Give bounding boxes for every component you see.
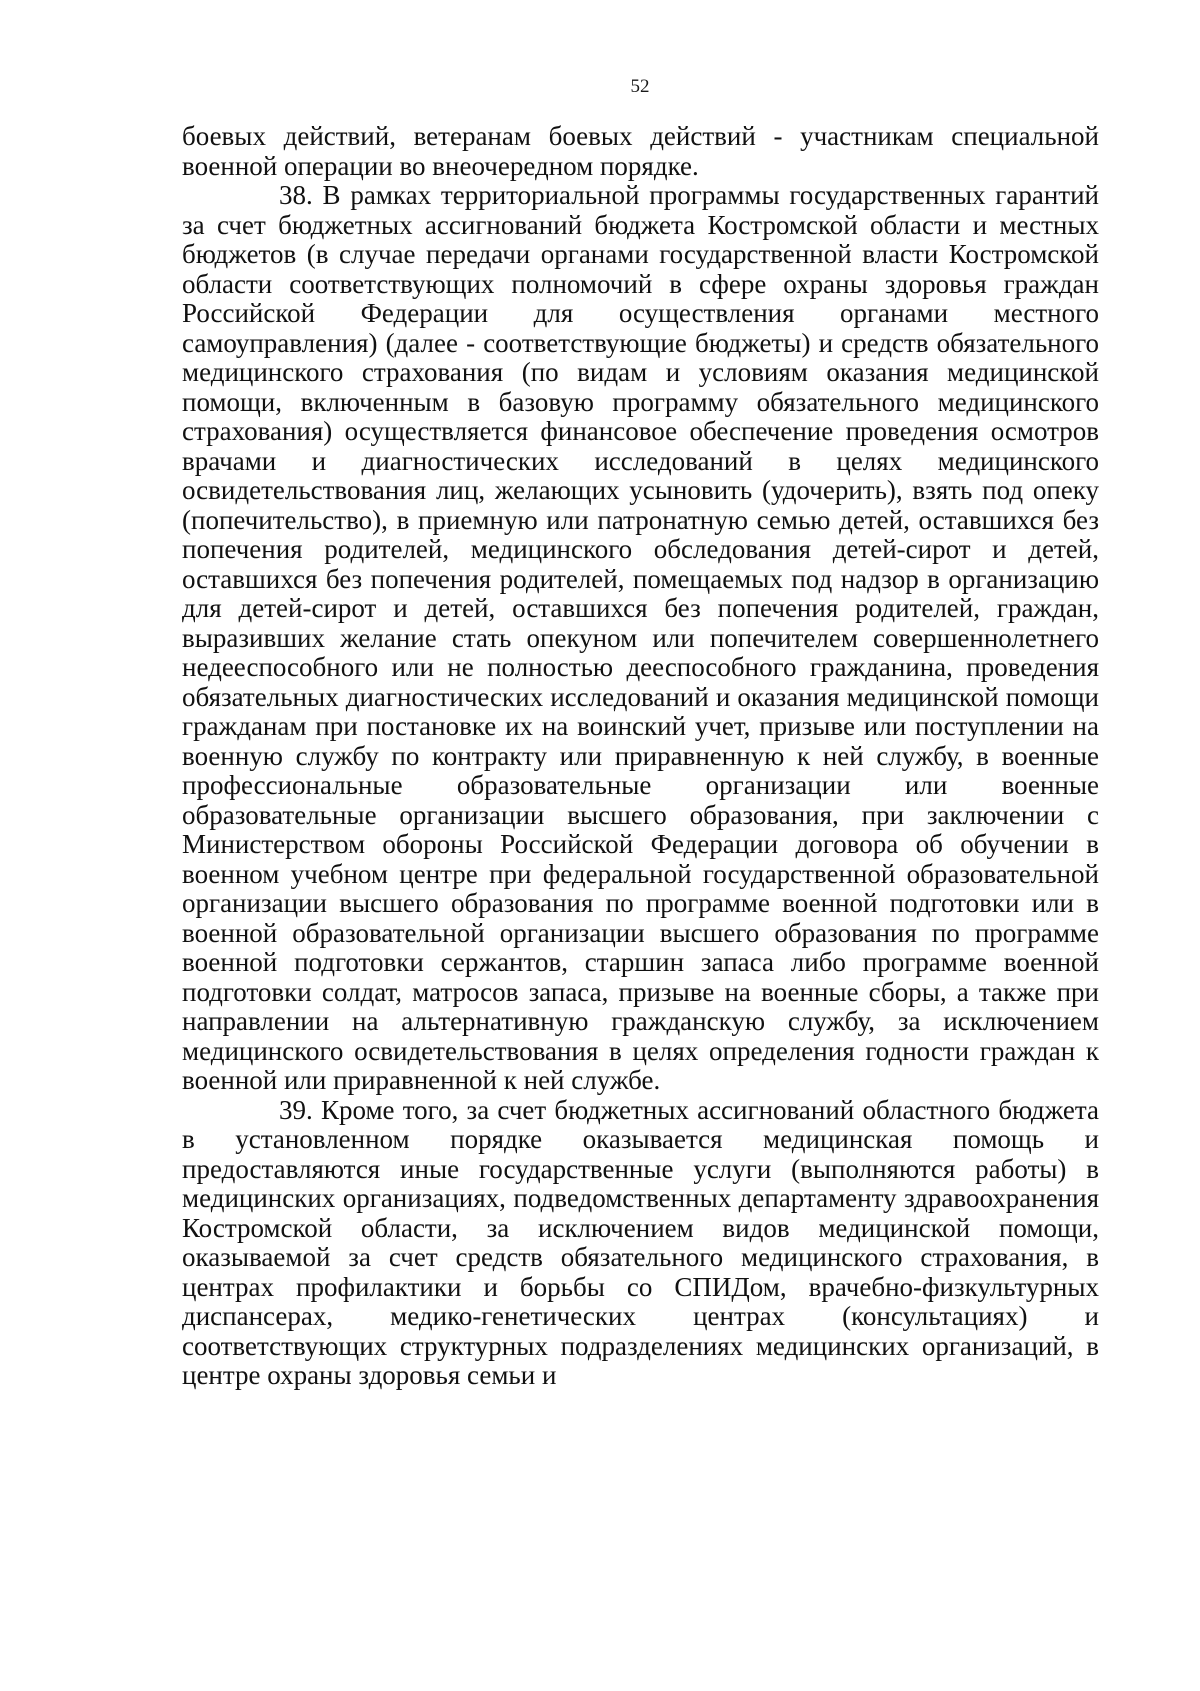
paragraph-item-38: 38. В рамках территориальной программы государственных гарантий за счет бюджетных ассигнований бюджета Костромской области и местных бюджетов (в случае передачи органами государственной власти Костромской области соответствующих полномочий в сфере охраны здоровья граждан Российской Федерации для осуществления органами местного самоуправления) (далее - соответствующие бюджеты) и средств обязательного медицинского страхования (по видам и условиям оказания медицинской помощи, включенным в базовую программу обязательного медицинского страхования) осуществляется финансовое обеспечение проведения осмотров врачами и диагностических исследований в целях медицинского освидетельствования лиц, желающих усыновить (удочерить), взять под опеку (попечительство), в приемную или патронатную семью детей, оставшихся без попечения родителей, медицинского обследования детей-сирот и детей, оставшихся без попечения родителей, помещаемых под надзор в организацию для детей-сирот и детей, оставшихся без попечения родителей, граждан, выразивших желание стать опекуном или попечителем совершеннолетнего недееспособного или не полностью дееспособного гражданина, проведения обязательных диагностических исследований и оказания медицинской помощи гражданам при постановке их на воинский учет, призыве или поступлении на военную службу по контракту или приравненную к ней службу, в военные профессиональные образовательные организации или военные образовательные организации высшего образования, при заключении с Министерством обороны Российской Федерации договора об обучении в военном учебном центре при федеральной государственной образовательной организации высшего образования по программе военной подготовки или в военной образовательной организации высшего образования по программе военной подготовки сержантов, старшин запаса либо программе военной подготовки солдат, матросов запаса, призыве на военные сборы, а также при направлении на альтернативную гражданскую службу, за исключением медицинского освидетельствования в целях определения годности граждан к военной или приравненной к ней службе. bbox=[182, 180, 1099, 1095]
page-number: 52 bbox=[630, 76, 650, 97]
document-body bbox=[182, 122, 1099, 1391]
paragraph-continuation: боевых действий, ветеранам боевых действий - участникам специальной военной операции во внеочередном порядке. bbox=[182, 121, 1099, 181]
paragraph-item-39: 39. Кроме того, за счет бюджетных ассигнований областного бюджета в установленном порядке оказывается медицинская помощь и предоставляются иные государственные услуги (выполняются работы) в медицинских организациях, подведомственных департаменту здравоохранения Костромской области, за исключением видов медицинской помощи, оказываемой за счет средств обязательного медицинского страхования, в центрах профилактики и борьбы со СПИДом, врачебно-физкультурных диспансерах, медико-генетических центрах (консультациях) и соответствующих структурных подразделениях медицинских организаций, в центре охраны здоровья семьи и bbox=[182, 1094, 1099, 1390]
